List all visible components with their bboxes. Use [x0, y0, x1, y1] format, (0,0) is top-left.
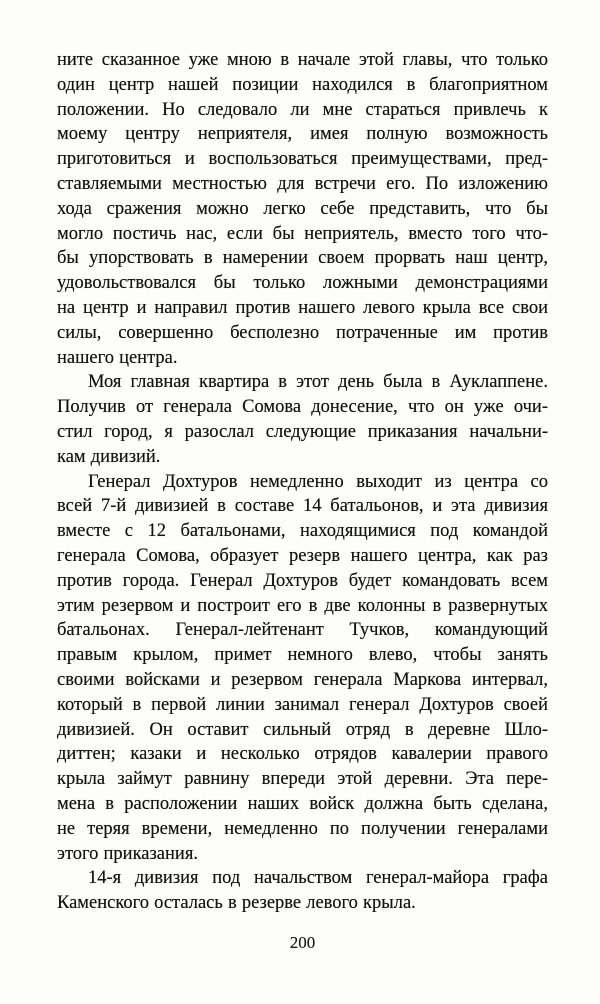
text-line: правым крылом, примет немного влево, чтобы занять [57, 645, 548, 666]
text-line: этим резервом и построит его в две колонны в развернутых [57, 595, 548, 616]
text-line: своими войсками и резервом генерала Маркова интервал, [57, 669, 548, 690]
paragraph [57, 470, 548, 867]
text-line: диттен; казаки и несколько отрядов кавалерии правого [57, 744, 548, 765]
text-line: кам дивизий. [57, 446, 161, 467]
text-line: хода сражения можно легко себе представить, что бы [57, 198, 548, 219]
text-line: крыла займут равнину впереди этой деревни. Эта пере- [57, 769, 548, 790]
text-line: мена в расположении наших войск должна быть сделана, [57, 793, 548, 814]
text-line: вместе с 12 батальонами, находящимися под командой [57, 521, 548, 542]
text-line: положении. Но следовало ли мне стараться привлечь к [57, 99, 548, 120]
text-line: Получив от генерала Сомова донесение, что он уже очи- [57, 397, 548, 418]
text-line: 14-я дивизия под начальством генерал-майора графа [88, 868, 548, 889]
text-line: против города. Генерал Дохтуров будет командовать всем [57, 570, 548, 591]
text-line: всей 7-й дивизией в составе 14 батальонов, и эта дивизия [57, 496, 548, 517]
text-line: нашего центра. [57, 347, 178, 368]
text-line: стил город, я разослал следующие приказания начальни- [57, 421, 548, 442]
text-line: ставляемыми местностью для встречи его. По изложению [57, 173, 548, 194]
text-line: на центр и направил против нашего левого крыла все свои [57, 297, 548, 318]
text-line: ните сказанное уже мною в начале этой главы, что только [57, 50, 548, 70]
text-line: батальонах. Генерал-лейтенант Тучков, командующий [57, 620, 548, 641]
text-line: моему центру неприятеля, имея полную возможность [57, 124, 548, 145]
text-line: Генерал Дохтуров немедленно выходит из центра со [88, 471, 548, 492]
text-line: не теряя времени, немедленно по получении генералами [57, 818, 548, 839]
text-line: приготовиться и воспользоваться преимуществами, пред- [57, 149, 548, 170]
text-line: дивизией. Он оставит сильный отряд в деревне Шло- [57, 719, 548, 740]
paragraph [57, 866, 548, 916]
text-line: могло постичь нас, если бы неприятель, вместо того что- [57, 223, 548, 244]
text-line: силы, совершенно бесполезно потраченные им против [57, 322, 548, 343]
text-line: один центр нашей позиции находился в благоприятном [57, 74, 548, 95]
text-line: Моя главная квартира в этот день была в Ауклаппене. [88, 372, 548, 393]
text-line: бы упорствовать в намерении своем прорвать наш центр, [57, 248, 548, 269]
text-line: удовольствовался бы только ложными демонстрациями [57, 273, 548, 294]
text-line: генерала Сомова, образует резерв нашего центра, как раз [57, 545, 548, 566]
text-block [57, 48, 548, 916]
text-line: этого приказания. [57, 843, 198, 864]
page-number: 200 [289, 933, 316, 952]
paragraph [57, 48, 548, 370]
text-line: который в первой линии занимал генерал Дохтуров своей [57, 694, 548, 715]
text-line: Каменского осталась в резерве левого крыла. [57, 893, 416, 914]
paragraph [57, 370, 548, 469]
